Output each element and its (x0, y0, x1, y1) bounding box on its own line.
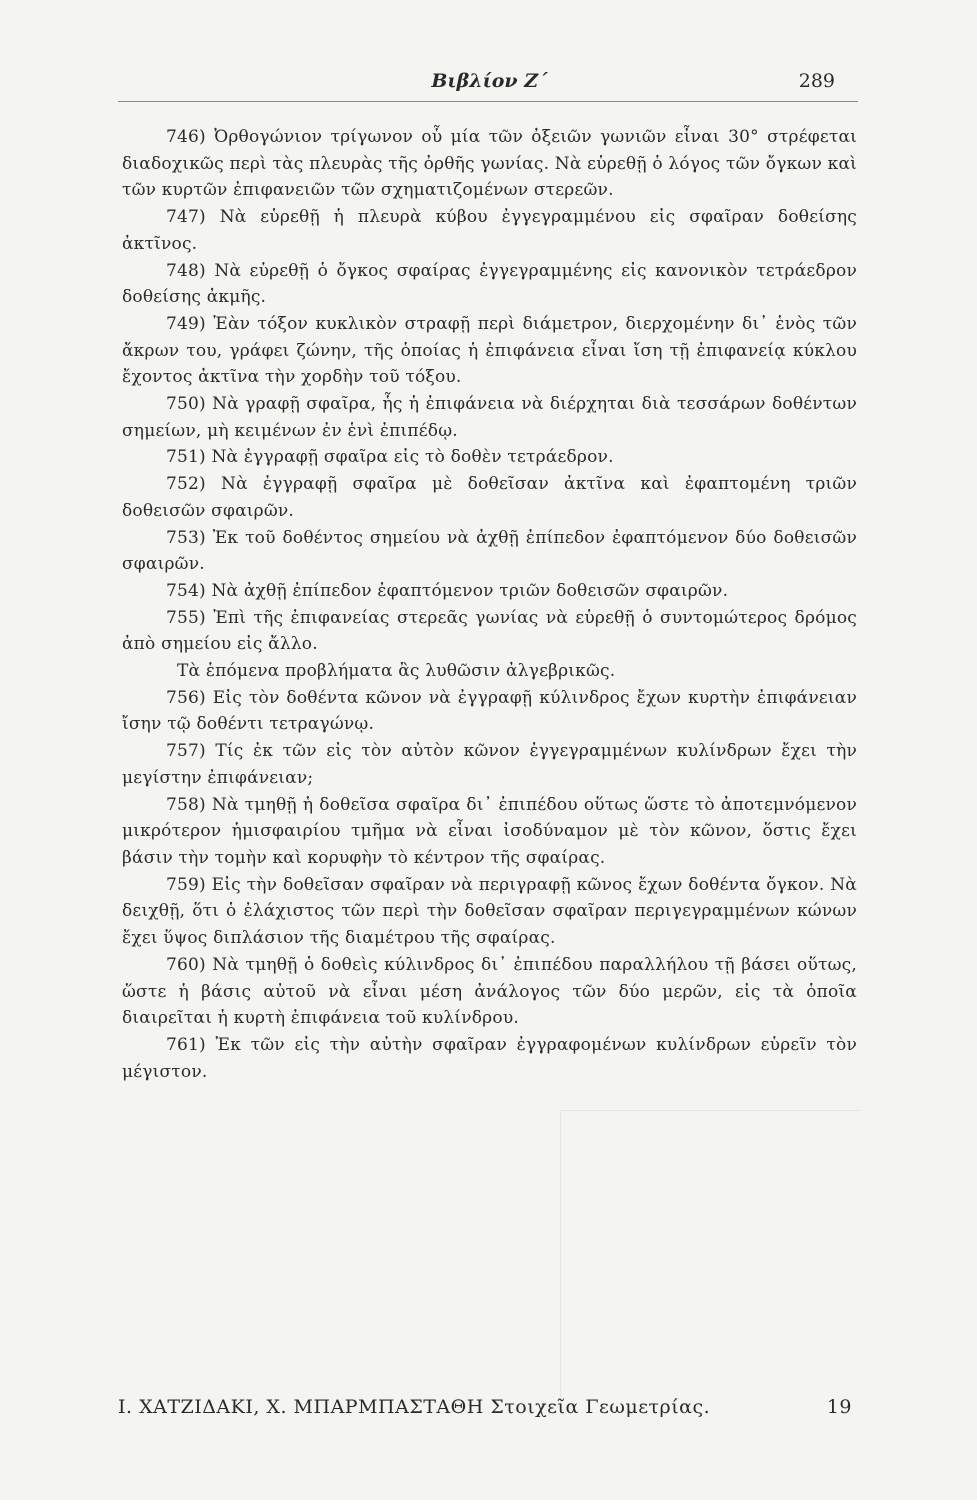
problem-752: 752) Νὰ ἐγγραφῇ σφαῖρα μὲ δοθεῖσαν ἀκτῖνα καὶ ἐφαπτομένη τριῶν δοθεισῶν σφαιρῶν. (122, 474, 857, 521)
chapter-title: Βιβλίον Ζ΄ (431, 70, 548, 92)
problem-755: 755) Ἐπὶ τῆς ἐπιφανείας στερεᾶς γωνίας νὰ εὑρεθῇ ὁ συντομώτερος δρόμος ἀπὸ σημείου εἰς ἄλλο. (122, 607, 857, 655)
problem-746: 746) Ὀρθογώνιον τρίγωνον οὗ μία τῶν ὀξειῶν γωνιῶν εἶναι 30° στρέφεται διαδοχικῶς περὶ τὰς πλευρὰς τῆς ὀρθῆς γωνίας. Νὰ εὑρεθῇ ὁ λόγος τῶν ὄγκων καὶ τῶν κυρτῶν ἐπιφανειῶν τῶν σχηματιζομένων στερεῶν. (122, 127, 857, 201)
problem-761: 761) Ἐκ τῶν εἰς τὴν αὐτὴν σφαῖραν ἐγγραφομένων κυλίνδρων εὑρεῖν τὸν μέγιστον. (122, 1034, 857, 1082)
problem-757: 757) Τίς ἐκ τῶν εἰς τὸν αὐτὸν κῶνον ἐγγεγραμμένων κυλίνδρων ἔχει τὴν μεγίστην ἐπιφάνειαν; (122, 741, 857, 788)
problem-753: 753) Ἐκ τοῦ δοθέντος σημείου νὰ ἀχθῇ ἐπίπεδον ἐφαπτόμενον δύο δοθεισῶν σφαιρῶν. (122, 527, 857, 575)
publication-line: Ι. ΧΑΤΖΙΔΑΚΙ, Χ. ΜΠΑΡΜΠΑΣΤΑΘΗ Στοιχεῖα Γεωμετρίας. (118, 1396, 711, 1418)
problem-750: 750) Νὰ γραφῇ σφαῖρα, ἧς ἡ ἐπιφάνεια νὰ διέρχηται διὰ τεσσάρων δοθέντων σημείων, μὴ κειμένων ἐν ἑνὶ ἐπιπέδῳ. (122, 394, 857, 441)
problem-758: 758) Νὰ τμηθῇ ἡ δοθεῖσα σφαῖρα δι᾽ ἐπιπέδου οὕτως ὥστε τὸ ἀποτεμνόμενον μικρότερον ἡμισφαιρίου τμῆμα νὰ εἶναι ἰσοδύναμον μὲ τὸν κῶνον, ὅστις ἔχει βάσιν τὴν τομὴν καὶ κορυφὴν τὸ κέντρον τῆς σφαίρας. (122, 794, 857, 868)
problem-754: 754) Νὰ ἀχθῇ ἐπίπεδον ἐφαπτόμενον τριῶν δοθεισῶν σφαιρῶν. (166, 580, 729, 601)
problem-748: 748) Νὰ εὑρεθῇ ὁ ὄγκος σφαίρας ἐγγεγραμμένης εἰς κανονικὸν τετράεδρον δοθείσης ἀκμῆς. (122, 260, 857, 308)
page-number: 289 (798, 70, 835, 92)
signature-mark: 19 (826, 1396, 852, 1418)
header-rule (118, 101, 858, 102)
bleed-through-marks (560, 1110, 861, 1411)
problem-747: 747) Νὰ εὑρεθῇ ἡ πλευρὰ κύβου ἐγγεγραμμένου εἰς σφαῖραν δοθείσης ἀκτῖνος. (122, 207, 857, 254)
problem-756: 756) Εἰς τὸν δοθέντα κῶνον νὰ ἐγγραφῇ κύλινδρος ἔχων κυρτὴν ἐπιφάνειαν ἴσην τῷ δοθέντι τετραγώνῳ. (122, 687, 857, 735)
problem-760: 760) Νὰ τμηθῇ ὁ δοθεὶς κύλινδρος δι᾽ ἐπιπέδου παραλλήλου τῇ βάσει οὕτως, ὥστε ἡ βάσις αὐτοῦ νὰ εἶναι μέση ἀνάλογος τῶν δύο μερῶν, εἰς τὰ ὁποῖα διαιρεῖται ἡ κυρτὴ ἐπιφάνεια τοῦ κυλίνδρου. (122, 954, 857, 1029)
problem-759: 759) Εἰς τὴν δοθεῖσαν σφαῖραν νὰ περιγραφῇ κῶνος ἔχων δοθέντα ὄγκον. Νὰ δειχθῇ, ὅτι ὁ ἐλάχιστος τῶν περὶ τὴν δοθεῖσαν σφαῖραν περιγεγραμμένων κώνων ἔχει ὕψος διπλάσιον τῆς διαμέτρου τῆς σφαίρας. (122, 874, 857, 949)
problem-751: 751) Νὰ ἐγγραφῇ σφαῖρα εἰς τὸ δοθὲν τετράεδρον. (166, 447, 614, 468)
section-note: Τὰ ἑπόμενα προβλήματα ἂς λυθῶσιν ἀλγεβρικῶς. (177, 661, 616, 682)
problem-749: 749) Ἐὰν τόξον κυκλικὸν στραφῇ περὶ διάμετρον, διερχομένην δι᾽ ἑνὸς τῶν ἄκρων του, γράφει ζώνην, τῆς ὁποίας ἡ ἐπιφάνεια εἶναι ἴση τῇ ἐπιφανείᾳ κύκλου ἔχοντος ἀκτῖνα τὴν χορδὴν τοῦ τόξου. (122, 313, 857, 388)
running-header (122, 66, 857, 98)
problem-list (122, 124, 857, 1085)
